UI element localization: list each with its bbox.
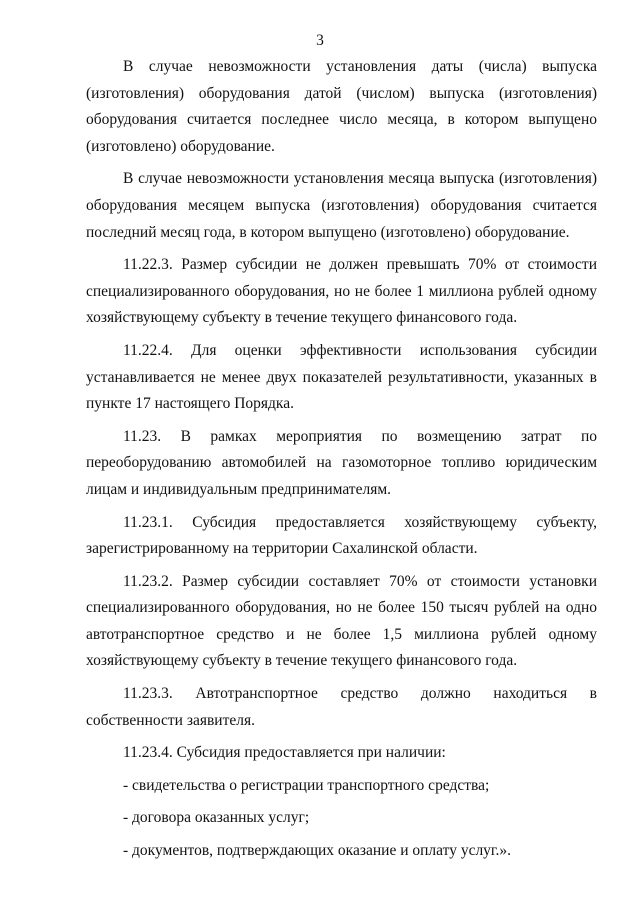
page-number: 3 [316,32,324,49]
list-item-payment-documents: - документов, подтверждающих оказание и оплату услуг.». [123,842,512,860]
paragraph-11-23-4: 11.23.4. Субсидия предоставляется при наличии: [123,744,446,762]
document-body [86,54,597,865]
paragraph-month-unknown: В случае невозможности установления месяца выпуска (изготовления) оборудования месяцем выпуска (изготовления) оборудования считается последний месяц года, в котором выпущено (изготовлено) оборудование. [86,170,597,241]
list-item-service-contract: - договора оказанных услуг; [123,809,310,827]
paragraph-11-23-2: 11.23.2. Размер субсидии составляет 70% от стоимости установки специализированного оборудования, но не более 150 тысяч рублей на одно автотранспортное средство и не более 1,5 миллиона рублей одному хозяйствующему субъекту в течение текущего финансового года. [86,572,597,670]
paragraph-date-unknown: В случае невозможности установления даты (числа) выпуска (изготовления) оборудования датой (числом) выпуска (изготовления) оборудования считается последнее число месяца, в котором выпущено (изготовлено) оборудование. [86,58,597,155]
paragraph-11-23-3: 11.23.3. Автотранспортное средство должно находиться в собственности заявителя. [86,685,597,729]
paragraph-11-22-3: 11.22.3. Размер субсидии не должен превышать 70% от стоимости специализированного оборудования, но не более 1 миллиона рублей одному хозяйствующему субъекту в течение текущего финансового года. [86,256,597,327]
paragraph-11-23: 11.23. В рамках мероприятия по возмещению затрат по переоборудованию автомобилей на газомоторное топливо юридическим лицам и индивидуальным предпринимателям. [86,427,597,498]
list-item-registration-certificate: - свидетельства о регистрации транспортного средства; [123,776,490,794]
paragraph-11-22-4: 11.22.4. Для оценки эффективности использования субсидии устанавливается не менее двух показателей результативности, указанных в пункте 17 настоящего Порядка. [86,341,597,413]
paragraph-11-23-1: 11.23.1. Субсидия предоставляется хозяйствующему субъекту, зарегистрированному на территории Сахалинской области. [86,513,597,558]
